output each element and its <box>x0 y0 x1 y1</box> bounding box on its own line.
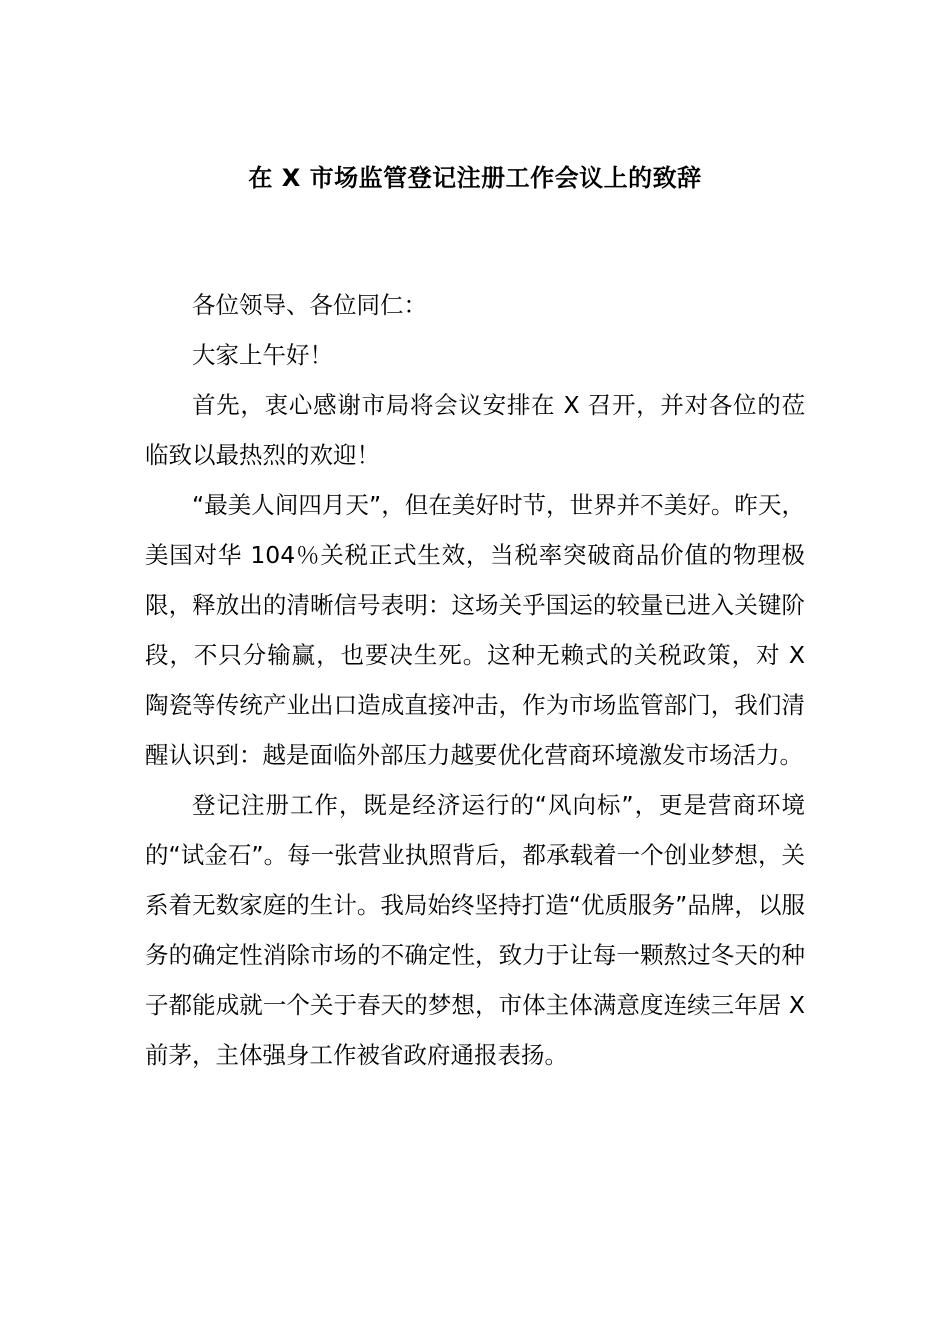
document-body <box>145 280 805 1080</box>
document-title: 在 X 市场监管登记注册工作会议上的致辞 <box>248 164 702 192</box>
salutation-paragraph: 各位领导、各位同仁： <box>192 291 427 319</box>
greeting-paragraph: 大家上午好！ <box>192 341 333 369</box>
registration-paragraph: 登记注册工作，既是经济运行的“风向标”，更是营商环境的“试金石”。每一张营业执照背后，都承载着一个创业梦想，关系着无数家庭的生计。我局始终坚持打造“优质服务”品牌，以服务的确定性消除市场的不确定性，致力于让每一颗熬过冬天的种子都能成就一个关于春天的梦想，市体主体满意度连续三年居 X 前茅，主体强身工作被省政府通报表扬。 <box>145 791 805 1069</box>
thanks-paragraph: 首先，衷心感谢市局将会议安排在 X 召开，并对各位的莅临致以最热烈的欢迎！ <box>145 391 805 469</box>
tariff-paragraph: “最美人间四月天”，但在美好时节，世界并不美好。昨天，美国对华 104％关税正式生效，当税率突破商品价值的物理极限，释放出的清晰信号表明：这场关乎国运的较量已进入关键阶段，不只分输赢，也要决生死。这种无赖式的关税政策，对 X 陶瓷等传统产业出口造成直接冲击，作为市场监管部门，我们清醒认识到：越是面临外部压力越要优化营商环境激发市场活力。 <box>145 491 805 769</box>
